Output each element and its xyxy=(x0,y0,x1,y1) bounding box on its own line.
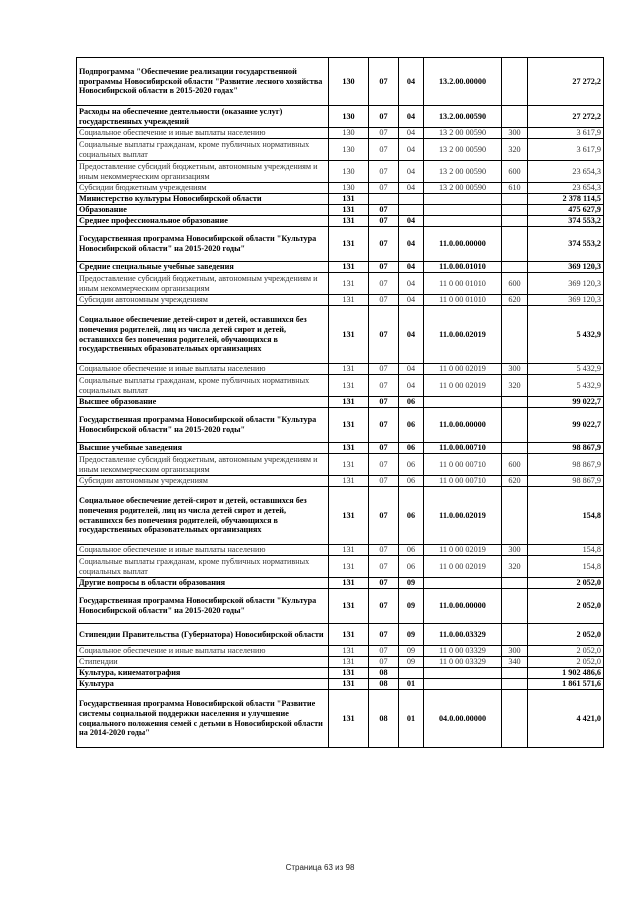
row-ministry-code-cell: 130 xyxy=(329,161,369,183)
table-row xyxy=(77,139,604,161)
row-ministry-code-cell: 130 xyxy=(329,128,369,139)
row-expense-type-cell: 610 xyxy=(502,183,528,194)
row-section-cell: 07 xyxy=(369,408,399,443)
table-row xyxy=(77,128,604,139)
row-subsection-cell: 09 xyxy=(399,589,424,624)
row-target-article-cell: 13.2.00.00590 xyxy=(424,106,502,128)
table-row xyxy=(77,454,604,476)
row-section-cell: 07 xyxy=(369,262,399,273)
row-subsection-cell: 04 xyxy=(399,139,424,161)
row-subsection-cell: 04 xyxy=(399,183,424,194)
row-name-cell: Субсидии автономным учреждениям xyxy=(77,476,329,487)
row-subsection-cell: 09 xyxy=(399,578,424,589)
row-ministry-code-cell: 131 xyxy=(329,205,369,216)
row-section-cell: 07 xyxy=(369,227,399,262)
row-section-cell: 07 xyxy=(369,545,399,556)
row-amount-cell: 5 432,9 xyxy=(528,364,604,375)
table-row xyxy=(77,487,604,545)
row-ministry-code-cell: 131 xyxy=(329,454,369,476)
row-section-cell xyxy=(369,194,399,205)
row-subsection-cell: 04 xyxy=(399,306,424,364)
row-name-cell: Предоставление субсидий бюджетным, автономным учреждениям и иным некоммерческим организациям xyxy=(77,454,329,476)
row-name-cell: Стипендии xyxy=(77,657,329,668)
row-section-cell: 07 xyxy=(369,128,399,139)
row-subsection-cell: 04 xyxy=(399,375,424,397)
table-row xyxy=(77,646,604,657)
row-expense-type-cell: 320 xyxy=(502,375,528,397)
table-row xyxy=(77,306,604,364)
table-row xyxy=(77,183,604,194)
row-section-cell: 07 xyxy=(369,183,399,194)
table-row xyxy=(77,408,604,443)
table-row xyxy=(77,476,604,487)
row-subsection-cell: 04 xyxy=(399,106,424,128)
row-name-cell: Высшие учебные заведения xyxy=(77,443,329,454)
row-subsection-cell: 01 xyxy=(399,690,424,748)
row-target-article-cell: 13 2 00 00590 xyxy=(424,161,502,183)
row-amount-cell: 3 617,9 xyxy=(528,139,604,161)
row-subsection-cell: 09 xyxy=(399,646,424,657)
row-name-cell: Государственная программа Новосибирской области "Развитие системы социальной поддержки населения и улучшение социального положения семей с детьми в Новосибирской области на 2014-2020 годы" xyxy=(77,690,329,748)
row-ministry-code-cell: 131 xyxy=(329,397,369,408)
row-ministry-code-cell: 131 xyxy=(329,668,369,679)
row-amount-cell: 23 654,3 xyxy=(528,183,604,194)
row-subsection-cell: 04 xyxy=(399,128,424,139)
row-amount-cell: 2 052,0 xyxy=(528,589,604,624)
row-target-article-cell xyxy=(424,668,502,679)
row-subsection-cell: 06 xyxy=(399,476,424,487)
table-row xyxy=(77,58,604,106)
row-subsection-cell: 06 xyxy=(399,397,424,408)
row-name-cell: Высшее образование xyxy=(77,397,329,408)
row-expense-type-cell: 600 xyxy=(502,273,528,295)
row-ministry-code-cell: 130 xyxy=(329,183,369,194)
row-target-article-cell: 11 0 00 03329 xyxy=(424,646,502,657)
row-target-article-cell xyxy=(424,679,502,690)
row-section-cell: 07 xyxy=(369,216,399,227)
row-target-article-cell xyxy=(424,194,502,205)
row-amount-cell: 2 052,0 xyxy=(528,624,604,646)
row-target-article-cell: 11.0.00.00710 xyxy=(424,443,502,454)
row-expense-type-cell: 620 xyxy=(502,476,528,487)
row-expense-type-cell xyxy=(502,58,528,106)
row-ministry-code-cell: 131 xyxy=(329,408,369,443)
row-ministry-code-cell: 131 xyxy=(329,364,369,375)
row-target-article-cell: 04.0.00.00000 xyxy=(424,690,502,748)
row-ministry-code-cell: 131 xyxy=(329,487,369,545)
row-expense-type-cell xyxy=(502,262,528,273)
row-amount-cell: 27 272,2 xyxy=(528,106,604,128)
row-name-cell: Государственная программа Новосибирской области "Культура Новосибирской области" на 2015-2020 годы" xyxy=(77,408,329,443)
row-target-article-cell: 13 2 00 00590 xyxy=(424,183,502,194)
row-expense-type-cell xyxy=(502,487,528,545)
row-ministry-code-cell: 131 xyxy=(329,262,369,273)
row-amount-cell: 369 120,3 xyxy=(528,273,604,295)
row-section-cell: 07 xyxy=(369,106,399,128)
row-target-article-cell: 11.0.00.01010 xyxy=(424,262,502,273)
row-amount-cell: 5 432,9 xyxy=(528,375,604,397)
row-amount-cell: 154,8 xyxy=(528,556,604,578)
row-target-article-cell: 11.0.00.03329 xyxy=(424,624,502,646)
row-ministry-code-cell: 131 xyxy=(329,443,369,454)
row-ministry-code-cell: 131 xyxy=(329,476,369,487)
row-subsection-cell xyxy=(399,205,424,216)
table-row xyxy=(77,443,604,454)
row-name-cell: Культура, кинематография xyxy=(77,668,329,679)
row-target-article-cell: 11.0.00.02019 xyxy=(424,306,502,364)
budget-table xyxy=(76,57,604,748)
row-section-cell: 07 xyxy=(369,273,399,295)
row-ministry-code-cell: 131 xyxy=(329,216,369,227)
row-name-cell: Расходы на обеспечение деятельности (оказание услуг) государственных учреждений xyxy=(77,106,329,128)
row-ministry-code-cell: 131 xyxy=(329,194,369,205)
row-expense-type-cell: 620 xyxy=(502,295,528,306)
row-section-cell: 07 xyxy=(369,364,399,375)
row-expense-type-cell xyxy=(502,397,528,408)
row-ministry-code-cell: 131 xyxy=(329,545,369,556)
table-row xyxy=(77,375,604,397)
row-expense-type-cell xyxy=(502,306,528,364)
row-section-cell: 07 xyxy=(369,454,399,476)
row-section-cell: 07 xyxy=(369,589,399,624)
budget-table-body xyxy=(77,58,604,748)
row-subsection-cell: 04 xyxy=(399,161,424,183)
row-ministry-code-cell: 131 xyxy=(329,578,369,589)
row-amount-cell: 154,8 xyxy=(528,487,604,545)
table-row xyxy=(77,273,604,295)
row-amount-cell: 1 902 486,6 xyxy=(528,668,604,679)
row-expense-type-cell xyxy=(502,578,528,589)
row-target-article-cell: 13 2 00 00590 xyxy=(424,139,502,161)
row-amount-cell: 369 120,3 xyxy=(528,262,604,273)
row-subsection-cell: 06 xyxy=(399,443,424,454)
row-ministry-code-cell: 131 xyxy=(329,295,369,306)
row-expense-type-cell xyxy=(502,668,528,679)
row-target-article-cell: 11 0 00 00710 xyxy=(424,454,502,476)
row-section-cell: 07 xyxy=(369,487,399,545)
row-amount-cell: 369 120,3 xyxy=(528,295,604,306)
table-row xyxy=(77,578,604,589)
row-subsection-cell: 06 xyxy=(399,454,424,476)
table-row xyxy=(77,262,604,273)
row-target-article-cell xyxy=(424,397,502,408)
page-number: Страница 63 из 98 xyxy=(285,863,355,872)
table-row xyxy=(77,690,604,748)
row-name-cell: Предоставление субсидий бюджетным, автономным учреждениям и иным некоммерческим организациям xyxy=(77,161,329,183)
row-name-cell: Социальное обеспечение детей-сирот и детей, оставшихся без попечения родителей, лиц из числа детей сирот и детей, оставшихся без попечения родителей, обучающихся в государственных образовательных организациях xyxy=(77,306,329,364)
row-expense-type-cell: 600 xyxy=(502,161,528,183)
row-expense-type-cell xyxy=(502,690,528,748)
row-expense-type-cell: 300 xyxy=(502,646,528,657)
table-row xyxy=(77,227,604,262)
table-row xyxy=(77,397,604,408)
row-expense-type-cell: 320 xyxy=(502,556,528,578)
row-section-cell: 07 xyxy=(369,295,399,306)
row-subsection-cell: 04 xyxy=(399,58,424,106)
row-subsection-cell: 09 xyxy=(399,624,424,646)
row-target-article-cell xyxy=(424,216,502,227)
table-row xyxy=(77,657,604,668)
row-expense-type-cell: 300 xyxy=(502,545,528,556)
row-section-cell: 07 xyxy=(369,556,399,578)
row-amount-cell: 5 432,9 xyxy=(528,306,604,364)
table-row xyxy=(77,364,604,375)
row-section-cell: 07 xyxy=(369,58,399,106)
row-target-article-cell: 11.0.00.00000 xyxy=(424,589,502,624)
row-section-cell: 07 xyxy=(369,397,399,408)
row-section-cell: 07 xyxy=(369,161,399,183)
row-ministry-code-cell: 131 xyxy=(329,227,369,262)
row-section-cell: 08 xyxy=(369,668,399,679)
row-subsection-cell: 01 xyxy=(399,679,424,690)
row-name-cell: Социальное обеспечение и иные выплаты населению xyxy=(77,364,329,375)
table-row xyxy=(77,295,604,306)
row-target-article-cell: 11 0 00 01010 xyxy=(424,295,502,306)
row-expense-type-cell xyxy=(502,589,528,624)
row-subsection-cell: 06 xyxy=(399,487,424,545)
row-target-article-cell: 11 0 00 01010 xyxy=(424,273,502,295)
row-expense-type-cell: 600 xyxy=(502,454,528,476)
row-target-article-cell: 11 0 00 00710 xyxy=(424,476,502,487)
row-name-cell: Средние специальные учебные заведения xyxy=(77,262,329,273)
row-target-article-cell: 11 0 00 02019 xyxy=(424,364,502,375)
row-name-cell: Подпрограмма "Обеспечение реализации государственной программы Новосибирской области "Развитие лесного хозяйства Новосибирской области в 2015-2020 годах" xyxy=(77,58,329,106)
row-ministry-code-cell: 131 xyxy=(329,679,369,690)
row-target-article-cell: 11.0.00.00000 xyxy=(424,408,502,443)
table-row xyxy=(77,194,604,205)
table-row xyxy=(77,679,604,690)
row-expense-type-cell xyxy=(502,679,528,690)
table-row xyxy=(77,624,604,646)
row-target-article-cell xyxy=(424,205,502,216)
row-amount-cell: 23 654,3 xyxy=(528,161,604,183)
row-amount-cell: 98 867,9 xyxy=(528,443,604,454)
row-expense-type-cell xyxy=(502,205,528,216)
row-amount-cell: 475 627,9 xyxy=(528,205,604,216)
row-subsection-cell: 04 xyxy=(399,295,424,306)
row-amount-cell: 98 867,9 xyxy=(528,476,604,487)
row-subsection-cell: 06 xyxy=(399,545,424,556)
row-section-cell: 08 xyxy=(369,690,399,748)
row-amount-cell: 1 861 571,6 xyxy=(528,679,604,690)
row-section-cell: 07 xyxy=(369,375,399,397)
row-ministry-code-cell: 131 xyxy=(329,589,369,624)
row-target-article-cell: 11 0 00 02019 xyxy=(424,375,502,397)
row-ministry-code-cell: 131 xyxy=(329,556,369,578)
table-row xyxy=(77,106,604,128)
row-expense-type-cell xyxy=(502,408,528,443)
row-section-cell: 07 xyxy=(369,646,399,657)
row-amount-cell: 27 272,2 xyxy=(528,58,604,106)
row-ministry-code-cell: 131 xyxy=(329,375,369,397)
row-subsection-cell: 04 xyxy=(399,262,424,273)
row-subsection-cell xyxy=(399,194,424,205)
row-amount-cell: 374 553,2 xyxy=(528,216,604,227)
row-expense-type-cell: 320 xyxy=(502,139,528,161)
row-name-cell: Социальные выплаты гражданам, кроме публичных нормативных социальных выплат xyxy=(77,139,329,161)
table-row xyxy=(77,205,604,216)
row-name-cell: Среднее профессиональное образование xyxy=(77,216,329,227)
row-subsection-cell: 04 xyxy=(399,216,424,227)
row-amount-cell: 2 378 114,5 xyxy=(528,194,604,205)
table-row xyxy=(77,589,604,624)
row-target-article-cell: 13.2.00.00000 xyxy=(424,58,502,106)
row-name-cell: Социальные выплаты гражданам, кроме публичных нормативных социальных выплат xyxy=(77,375,329,397)
row-amount-cell: 374 553,2 xyxy=(528,227,604,262)
row-amount-cell: 2 052,0 xyxy=(528,657,604,668)
row-amount-cell: 98 867,9 xyxy=(528,454,604,476)
row-subsection-cell: 09 xyxy=(399,657,424,668)
row-name-cell: Культура xyxy=(77,679,329,690)
row-ministry-code-cell: 131 xyxy=(329,690,369,748)
row-amount-cell: 2 052,0 xyxy=(528,646,604,657)
table-row xyxy=(77,668,604,679)
table-row xyxy=(77,556,604,578)
row-section-cell: 07 xyxy=(369,205,399,216)
row-target-article-cell: 11 0 00 02019 xyxy=(424,545,502,556)
row-section-cell: 07 xyxy=(369,476,399,487)
row-name-cell: Другие вопросы в области образования xyxy=(77,578,329,589)
row-target-article-cell xyxy=(424,578,502,589)
row-expense-type-cell xyxy=(502,216,528,227)
row-name-cell: Социальное обеспечение и иные выплаты населению xyxy=(77,128,329,139)
row-ministry-code-cell: 130 xyxy=(329,139,369,161)
row-expense-type-cell xyxy=(502,227,528,262)
row-section-cell: 07 xyxy=(369,306,399,364)
row-name-cell: Стипендии Правительства (Губернатора) Новосибирской области xyxy=(77,624,329,646)
row-ministry-code-cell: 131 xyxy=(329,624,369,646)
row-name-cell: Социальное обеспечение и иные выплаты населению xyxy=(77,545,329,556)
row-expense-type-cell xyxy=(502,624,528,646)
row-amount-cell: 154,8 xyxy=(528,545,604,556)
table-row xyxy=(77,545,604,556)
row-target-article-cell: 13 2 00 00590 xyxy=(424,128,502,139)
row-name-cell: Министерство культуры Новосибирской области xyxy=(77,194,329,205)
row-ministry-code-cell: 131 xyxy=(329,657,369,668)
row-name-cell: Субсидии бюджетным учреждениям xyxy=(77,183,329,194)
row-target-article-cell: 11 0 00 03329 xyxy=(424,657,502,668)
row-subsection-cell: 04 xyxy=(399,273,424,295)
row-subsection-cell: 04 xyxy=(399,364,424,375)
row-section-cell: 07 xyxy=(369,443,399,454)
row-subsection-cell: 06 xyxy=(399,408,424,443)
row-section-cell: 07 xyxy=(369,624,399,646)
row-section-cell: 07 xyxy=(369,139,399,161)
row-name-cell: Социальное обеспечение и иные выплаты населению xyxy=(77,646,329,657)
row-expense-type-cell xyxy=(502,443,528,454)
table-row xyxy=(77,216,604,227)
row-name-cell: Социальное обеспечение детей-сирот и детей, оставшихся без попечения родителей, лиц из числа детей сирот и детей, оставшихся без попечения родителей, обучающихся в государственных образовательных организациях xyxy=(77,487,329,545)
row-target-article-cell: 11.0.00.00000 xyxy=(424,227,502,262)
row-section-cell: 07 xyxy=(369,657,399,668)
row-subsection-cell xyxy=(399,668,424,679)
row-expense-type-cell xyxy=(502,194,528,205)
row-amount-cell: 99 022,7 xyxy=(528,408,604,443)
row-amount-cell: 4 421,0 xyxy=(528,690,604,748)
table-row xyxy=(77,161,604,183)
row-expense-type-cell xyxy=(502,106,528,128)
row-name-cell: Государственная программа Новосибирской области "Культура Новосибирской области" на 2015-2020 годы" xyxy=(77,589,329,624)
row-amount-cell: 3 617,9 xyxy=(528,128,604,139)
row-expense-type-cell: 340 xyxy=(502,657,528,668)
row-name-cell: Предоставление субсидий бюджетным, автономным учреждениям и иным некоммерческим организациям xyxy=(77,273,329,295)
row-amount-cell: 2 052,0 xyxy=(528,578,604,589)
row-name-cell: Социальные выплаты гражданам, кроме публичных нормативных социальных выплат xyxy=(77,556,329,578)
row-section-cell: 08 xyxy=(369,679,399,690)
row-name-cell: Образование xyxy=(77,205,329,216)
row-amount-cell: 99 022,7 xyxy=(528,397,604,408)
row-ministry-code-cell: 131 xyxy=(329,646,369,657)
row-expense-type-cell: 300 xyxy=(502,128,528,139)
row-target-article-cell: 11 0 00 02019 xyxy=(424,556,502,578)
row-name-cell: Субсидии автономным учреждениям xyxy=(77,295,329,306)
row-target-article-cell: 11.0.00.02019 xyxy=(424,487,502,545)
row-name-cell: Государственная программа Новосибирской области "Культура Новосибирской области" на 2015-2020 годы" xyxy=(77,227,329,262)
row-ministry-code-cell: 131 xyxy=(329,306,369,364)
row-expense-type-cell: 300 xyxy=(502,364,528,375)
row-ministry-code-cell: 130 xyxy=(329,106,369,128)
row-ministry-code-cell: 131 xyxy=(329,273,369,295)
row-ministry-code-cell: 130 xyxy=(329,58,369,106)
row-subsection-cell: 04 xyxy=(399,227,424,262)
row-subsection-cell: 06 xyxy=(399,556,424,578)
row-section-cell: 07 xyxy=(369,578,399,589)
